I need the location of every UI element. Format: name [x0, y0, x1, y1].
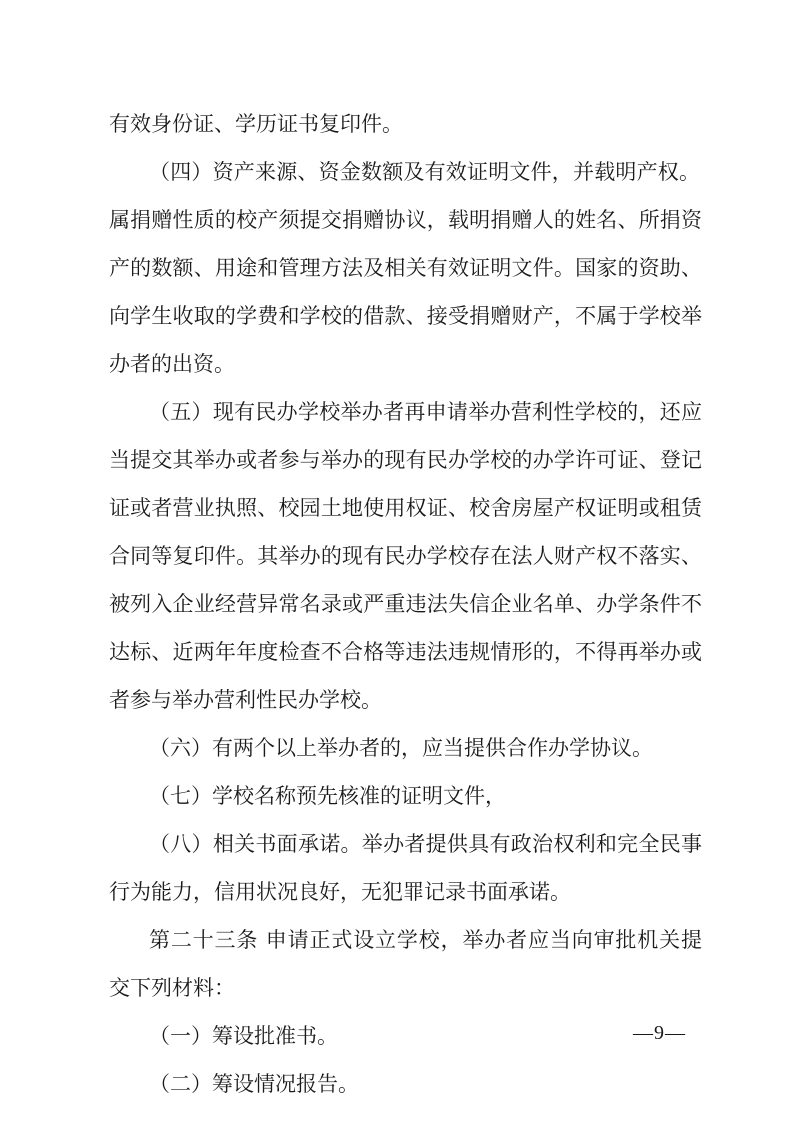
body-line-21: （二）筹设情况报告。: [149, 1072, 359, 1096]
body-line-4: 产的数额、用途和管理方法及相关有效证明文件。国家的资助、: [109, 256, 702, 280]
body-line-8: 当提交其举办或者参与举办的现有民办学校的办学许可证、登记: [109, 448, 702, 472]
body-line-3: 属捐赠性质的校产须提交捐赠协议，载明捐赠人的姓名、所捐资: [109, 208, 702, 232]
body-line-9: 证或者营业执照、校园土地使用权证、校舍房屋产权证明或租赁: [109, 496, 702, 520]
body-line-7: （五）现有民办学校举办者再申请举办营利性学校的，还应: [149, 400, 702, 424]
body-line-1: 有效身份证、学历证书复印件。: [109, 112, 403, 136]
body-line-19: 交下列材料：: [109, 976, 235, 1000]
body-line-11: 被列入企业经营异常名录或严重违法失信企业名单、办学条件不: [109, 592, 702, 616]
body-line-2: （四）资产来源、资金数额及有效证明文件，并载明产权。: [149, 160, 700, 184]
body-line-20: （一）筹设批准书。: [149, 1024, 338, 1048]
body-line-10: 合同等复印件。其举办的现有民办学校存在法人财产权不落实、: [109, 544, 702, 568]
body-line-17: 行为能力，信用状况良好，无犯罪记录书面承诺。: [109, 880, 571, 904]
body-line-15: （七）学校名称预先核准的证明文件，: [149, 784, 506, 808]
body-line-18: 第二十三条 申请正式设立学校，举办者应当向审批机关提: [149, 928, 702, 952]
body-line-6: 办者的出资。: [109, 352, 235, 376]
body-line-16: （八）相关书面承诺。举办者提供具有政治权利和完全民事: [149, 832, 702, 856]
body-line-13: 者参与举办营利性民办学校。: [109, 688, 382, 712]
body-line-5: 向学生收取的学费和学校的借款、接受捐赠财产，不属于学校举: [109, 304, 702, 328]
body-line-14: （六）有两个以上举办者的，应当提供合作办学协议。: [149, 736, 653, 760]
body-line-12: 达标、近两年年度检查不合格等违法违规情形的，不得再举办或: [109, 640, 702, 664]
page-number: —9—: [633, 1022, 686, 1044]
